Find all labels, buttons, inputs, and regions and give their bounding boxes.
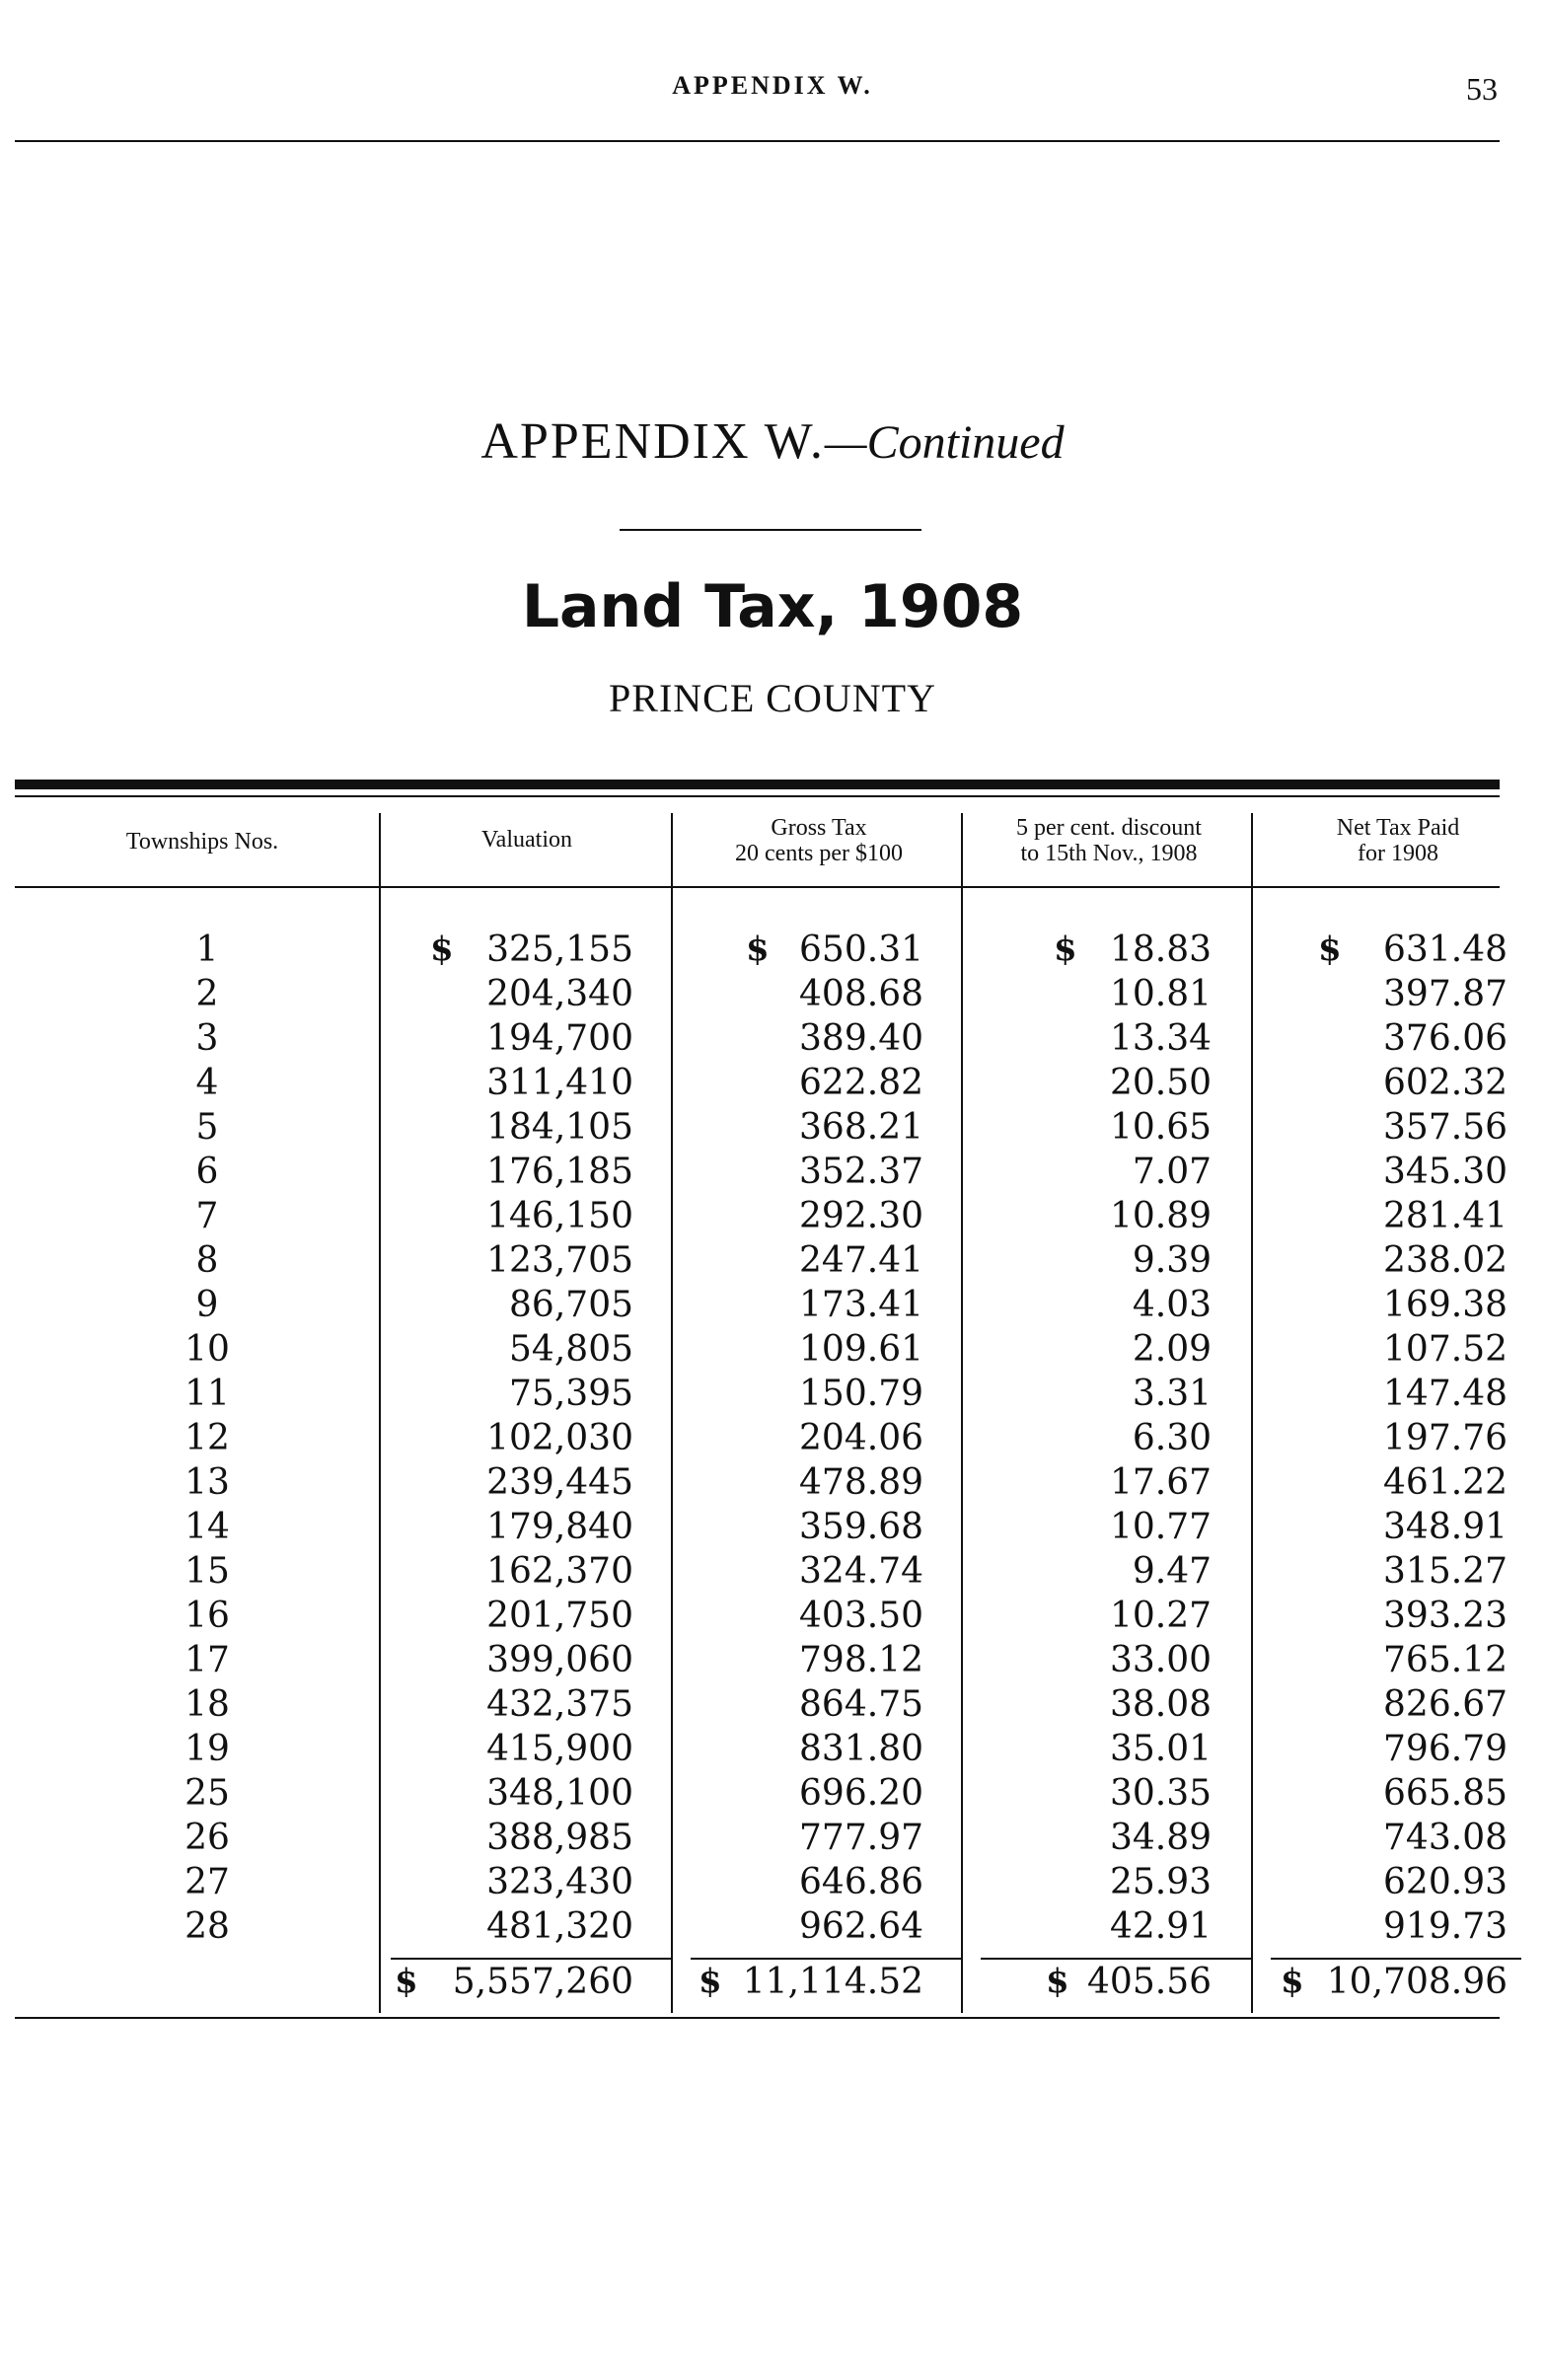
net-tax-cell: 348.91 — [1383, 1507, 1508, 1547]
township-number: 8 — [195, 1240, 219, 1281]
column-header-discount — [965, 815, 1253, 866]
table-row — [0, 1238, 1545, 1283]
discount-cell: 10.81 — [1109, 974, 1212, 1014]
net-tax-cell: 796.79 — [1383, 1729, 1508, 1769]
gross-tax-cell: 150.79 — [799, 1374, 923, 1414]
gross-tax-cell: 696.20 — [799, 1773, 923, 1814]
township-number: 5 — [195, 1107, 219, 1148]
table-row — [0, 1416, 1545, 1460]
total-valuation: 5,557,260 — [452, 1962, 633, 2002]
gross-tax-cell: 247.41 — [799, 1240, 923, 1281]
discount-cell: 34.89 — [1109, 1818, 1212, 1858]
table-bottom-rule — [15, 2017, 1500, 2019]
discount-cell: 35.01 — [1109, 1729, 1212, 1769]
dollar-sign: $ — [395, 1962, 418, 2001]
gross-tax-cell: 831.80 — [799, 1729, 923, 1769]
discount-cell: 10.65 — [1109, 1107, 1212, 1148]
table-row — [0, 928, 1545, 972]
column-header-net-tax — [1255, 815, 1541, 866]
gross-tax-cell: 389.40 — [799, 1018, 923, 1059]
valuation-cell: 239,445 — [486, 1462, 633, 1503]
gross-tax-cell: 359.68 — [799, 1507, 923, 1547]
gross-tax-cell: 324.74 — [799, 1551, 923, 1592]
gross-tax-cell: 650.31 — [799, 930, 923, 970]
valuation-cell: 204,340 — [486, 974, 633, 1014]
totals-row — [0, 1960, 1545, 2009]
valuation-cell: 415,900 — [486, 1729, 633, 1769]
valuation-cell: 162,370 — [486, 1551, 633, 1592]
dollar-sign: $ — [1318, 930, 1342, 969]
table-top-thin-rule — [15, 795, 1500, 797]
table-row — [0, 1194, 1545, 1238]
net-tax-cell: 393.23 — [1383, 1596, 1508, 1636]
gross-tax-cell: 777.97 — [799, 1818, 923, 1858]
gross-tax-cell: 962.64 — [799, 1906, 923, 1947]
net-tax-cell: 765.12 — [1383, 1640, 1508, 1680]
column-header-line: Net Tax Paid — [1336, 815, 1460, 841]
valuation-cell: 194,700 — [486, 1018, 633, 1059]
discount-cell: 10.89 — [1109, 1196, 1212, 1236]
column-header-line: to 15th Nov., 1908 — [1020, 841, 1198, 866]
valuation-cell: 86,705 — [509, 1285, 633, 1325]
discount-cell: 3.31 — [1132, 1374, 1212, 1414]
discount-cell: 33.00 — [1109, 1640, 1212, 1680]
valuation-cell: 348,100 — [486, 1773, 633, 1814]
net-tax-cell: 631.48 — [1383, 930, 1508, 970]
county-subtitle: PRINCE COUNTY — [609, 676, 936, 720]
discount-cell: 17.67 — [1109, 1462, 1212, 1503]
valuation-cell: 75,395 — [509, 1374, 633, 1414]
total-net-tax: 10,708.96 — [1326, 1962, 1508, 2002]
net-tax-cell: 281.41 — [1383, 1196, 1508, 1236]
township-number: 4 — [195, 1063, 219, 1103]
township-number: 25 — [184, 1773, 230, 1814]
discount-cell: 42.91 — [1109, 1906, 1212, 1947]
dollar-sign: $ — [1046, 1962, 1069, 2001]
township-number: 2 — [195, 974, 219, 1014]
net-tax-cell: 315.27 — [1383, 1551, 1508, 1592]
township-number: 18 — [184, 1684, 230, 1725]
column-header-gross-tax — [675, 815, 963, 866]
table-row — [0, 1372, 1545, 1416]
table-row — [0, 1860, 1545, 1904]
net-tax-cell: 376.06 — [1383, 1018, 1508, 1059]
gross-tax-cell: 352.37 — [799, 1152, 923, 1192]
header-bottom-rule — [15, 886, 1500, 888]
net-tax-cell: 826.67 — [1383, 1684, 1508, 1725]
valuation-cell: 102,030 — [486, 1418, 633, 1458]
township-number: 13 — [184, 1462, 230, 1503]
column-header-townships — [39, 829, 365, 855]
valuation-cell: 54,805 — [509, 1329, 633, 1370]
net-tax-cell: 357.56 — [1383, 1107, 1508, 1148]
net-tax-cell: 620.93 — [1383, 1862, 1508, 1902]
discount-cell: 9.39 — [1132, 1240, 1212, 1281]
valuation-cell: 311,410 — [486, 1063, 633, 1103]
page-number: 53 — [1466, 71, 1498, 107]
gross-tax-cell: 622.82 — [799, 1063, 923, 1103]
valuation-cell: 123,705 — [486, 1240, 633, 1281]
dollar-sign: $ — [1054, 930, 1077, 969]
column-header-line: Townships Nos. — [125, 829, 279, 855]
net-tax-cell: 147.48 — [1383, 1374, 1508, 1414]
net-tax-cell: 602.32 — [1383, 1063, 1508, 1103]
appendix-label: APPENDIX W. — [480, 413, 825, 470]
discount-cell: 30.35 — [1109, 1773, 1212, 1814]
table-row — [0, 1682, 1545, 1727]
discount-cell: 25.93 — [1109, 1862, 1212, 1902]
net-tax-cell: 197.76 — [1383, 1418, 1508, 1458]
table-top-thick-rule — [15, 780, 1500, 789]
total-discount: 405.56 — [1087, 1962, 1212, 2002]
valuation-cell: 481,320 — [486, 1906, 633, 1947]
table-row — [0, 1904, 1545, 1949]
valuation-cell: 325,155 — [486, 930, 633, 970]
net-tax-cell: 345.30 — [1383, 1152, 1508, 1192]
gross-tax-cell: 292.30 — [799, 1196, 923, 1236]
table-row — [0, 1816, 1545, 1860]
township-number: 1 — [195, 930, 219, 970]
net-tax-cell: 461.22 — [1383, 1462, 1508, 1503]
township-number: 10 — [184, 1329, 230, 1370]
valuation-cell: 179,840 — [486, 1507, 633, 1547]
township-number: 16 — [184, 1596, 230, 1636]
township-number: 3 — [195, 1018, 219, 1059]
page-title: Land Tax, 1908 — [521, 572, 1024, 641]
net-tax-cell: 107.52 — [1383, 1329, 1508, 1370]
table-row — [0, 1594, 1545, 1638]
discount-cell: 10.77 — [1109, 1507, 1212, 1547]
running-header: APPENDIX W. — [672, 71, 873, 100]
header-rule — [15, 140, 1500, 142]
table-row — [0, 1549, 1545, 1594]
township-number: 6 — [195, 1152, 219, 1192]
table-row — [0, 1460, 1545, 1505]
township-number: 7 — [195, 1196, 219, 1236]
valuation-cell: 176,185 — [486, 1152, 633, 1192]
gross-tax-cell: 798.12 — [799, 1640, 923, 1680]
township-number: 19 — [184, 1729, 230, 1769]
gross-tax-cell: 204.06 — [799, 1418, 923, 1458]
table-row — [0, 1061, 1545, 1105]
net-tax-cell: 919.73 — [1383, 1906, 1508, 1947]
title-divider — [620, 529, 921, 531]
column-header-line: 5 per cent. discount — [1016, 815, 1202, 841]
discount-cell: 2.09 — [1132, 1329, 1212, 1370]
net-tax-cell: 169.38 — [1383, 1285, 1508, 1325]
net-tax-cell: 665.85 — [1383, 1773, 1508, 1814]
table-row — [0, 1105, 1545, 1150]
gross-tax-cell: 109.61 — [799, 1329, 923, 1370]
table-row — [0, 1150, 1545, 1194]
valuation-cell: 323,430 — [486, 1862, 633, 1902]
discount-cell: 13.34 — [1109, 1018, 1212, 1059]
column-header-line: Valuation — [481, 827, 572, 853]
valuation-cell: 201,750 — [486, 1596, 633, 1636]
dollar-sign: $ — [1281, 1962, 1304, 2001]
column-header-line: 20 cents per $100 — [735, 841, 903, 866]
valuation-cell: 388,985 — [486, 1818, 633, 1858]
gross-tax-cell: 368.21 — [799, 1107, 923, 1148]
gross-tax-cell: 408.68 — [799, 974, 923, 1014]
net-tax-cell: 397.87 — [1383, 974, 1508, 1014]
table-row — [0, 1283, 1545, 1327]
discount-cell: 6.30 — [1132, 1418, 1212, 1458]
table-row — [0, 1505, 1545, 1549]
table-row — [0, 1638, 1545, 1682]
gross-tax-cell: 478.89 — [799, 1462, 923, 1503]
township-number: 26 — [184, 1818, 230, 1858]
gross-tax-cell: 173.41 — [799, 1285, 923, 1325]
dollar-sign: $ — [746, 930, 770, 969]
discount-cell: 9.47 — [1132, 1551, 1212, 1592]
column-header-line: for 1908 — [1358, 841, 1438, 866]
township-number: 28 — [184, 1906, 230, 1947]
total-gross-tax: 11,114.52 — [742, 1962, 923, 2002]
continued-label: —Continued — [824, 416, 1065, 469]
gross-tax-cell: 646.86 — [799, 1862, 923, 1902]
township-number: 15 — [184, 1551, 230, 1592]
township-number: 11 — [184, 1374, 230, 1414]
township-number: 14 — [184, 1507, 230, 1547]
discount-cell: 38.08 — [1109, 1684, 1212, 1725]
gross-tax-cell: 403.50 — [799, 1596, 923, 1636]
dollar-sign: $ — [699, 1962, 722, 2001]
discount-cell: 7.07 — [1132, 1152, 1212, 1192]
table-row — [0, 1771, 1545, 1816]
dollar-sign: $ — [430, 930, 454, 969]
discount-cell: 18.83 — [1109, 930, 1212, 970]
net-tax-cell: 238.02 — [1383, 1240, 1508, 1281]
discount-cell: 20.50 — [1109, 1063, 1212, 1103]
table-row — [0, 972, 1545, 1016]
township-number: 9 — [195, 1285, 219, 1325]
township-number: 17 — [184, 1640, 230, 1680]
net-tax-cell: 743.08 — [1383, 1818, 1508, 1858]
discount-cell: 10.27 — [1109, 1596, 1212, 1636]
column-header-valuation — [383, 827, 671, 853]
table-row — [0, 1016, 1545, 1061]
valuation-cell: 184,105 — [486, 1107, 633, 1148]
column-header-line: Gross Tax — [771, 815, 867, 841]
valuation-cell: 399,060 — [486, 1640, 633, 1680]
township-number: 12 — [184, 1418, 230, 1458]
table-row — [0, 1727, 1545, 1771]
gross-tax-cell: 864.75 — [799, 1684, 923, 1725]
valuation-cell: 432,375 — [486, 1684, 633, 1725]
discount-cell: 4.03 — [1132, 1285, 1212, 1325]
township-number: 27 — [184, 1862, 230, 1902]
table-row — [0, 1327, 1545, 1372]
valuation-cell: 146,150 — [486, 1196, 633, 1236]
appendix-title — [0, 412, 1545, 471]
